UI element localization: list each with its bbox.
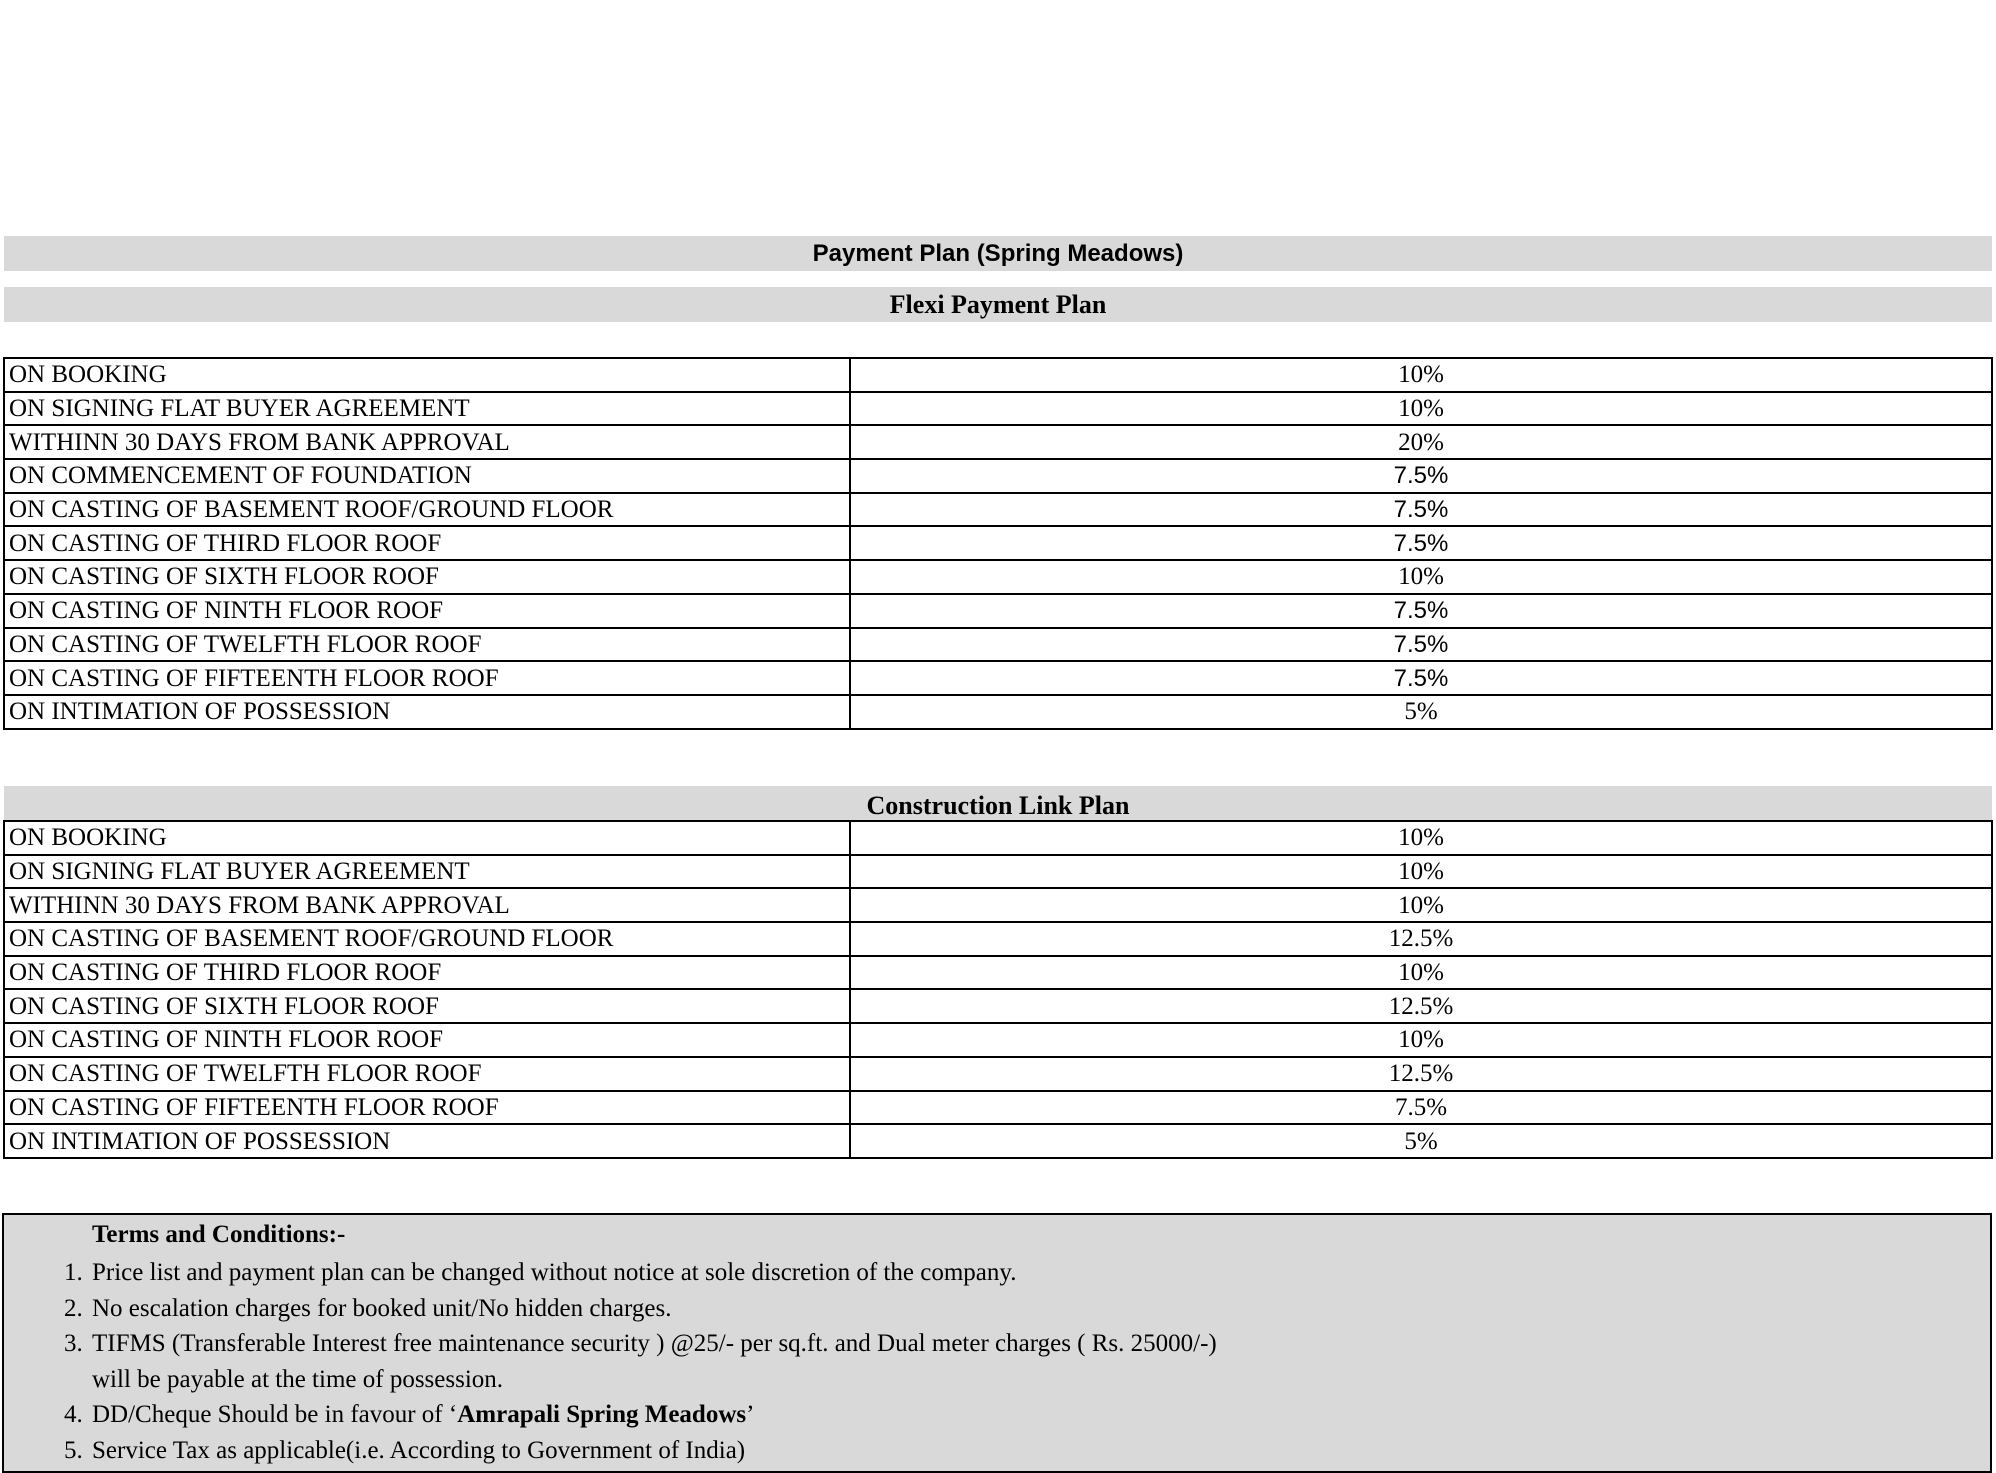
table-row	[4, 888, 1992, 922]
terms-item-text: Service Tax as applicable(i.e. According to Government of India)	[92, 1436, 746, 1464]
table-row	[4, 1091, 1992, 1125]
stage-label: ON INTIMATION OF POSSESSION	[4, 1124, 850, 1158]
percent-value: 10%	[850, 821, 1992, 855]
terms-item	[64, 1433, 1970, 1469]
stage-label: ON CASTING OF BASEMENT ROOF/GROUND FLOOR	[4, 922, 850, 956]
stage-label: ON CASTING OF BASEMENT ROOF/GROUND FLOOR	[4, 493, 850, 527]
percent-value: 10%	[850, 392, 1992, 426]
terms-item-number: 3.	[64, 1330, 83, 1357]
table-row	[4, 459, 1992, 493]
terms-item-text: ’	[746, 1401, 755, 1428]
terms-item	[64, 1397, 1970, 1433]
percent-value: 12.5%	[850, 922, 1992, 956]
construction-link-plan-table	[3, 820, 1993, 1159]
table-row	[4, 493, 1992, 527]
percent-value: 7.5%	[850, 1091, 1992, 1125]
percent-value: 7.5%	[850, 628, 1992, 662]
stage-label: ON CASTING OF FIFTEENTH FLOOR ROOF	[4, 1091, 850, 1125]
terms-item	[64, 1255, 1970, 1291]
terms-item-number: 1.	[64, 1259, 83, 1286]
stage-label: ON SIGNING FLAT BUYER AGREEMENT	[4, 855, 850, 889]
percent-value: 7.5%	[850, 526, 1992, 560]
stage-label: ON INTIMATION OF POSSESSION	[4, 695, 850, 729]
table-row	[4, 425, 1992, 459]
percent-value: 5%	[850, 1124, 1992, 1158]
percent-value: 10%	[850, 358, 1992, 392]
terms-item-text: DD/Cheque Should be in favour of ‘	[92, 1401, 458, 1428]
terms-item-number: 5.	[64, 1436, 83, 1464]
flexi-plan-table	[3, 357, 1993, 730]
construction-link-plan-title: Construction Link Plan	[4, 786, 1992, 821]
percent-value: 7.5%	[850, 493, 1992, 527]
table-row	[4, 628, 1992, 662]
table-row	[4, 358, 1992, 392]
table-row	[4, 956, 1992, 990]
terms-item-text: No escalation charges for booked unit/No hidden charges.	[92, 1294, 672, 1322]
percent-value: 5%	[850, 695, 1992, 729]
percent-value: 10%	[850, 560, 1992, 594]
table-row	[4, 855, 1992, 889]
table-row	[4, 922, 1992, 956]
stage-label: ON CASTING OF NINTH FLOOR ROOF	[4, 594, 850, 628]
terms-item-text: TIFMS (Transferable Interest free maintenance security ) @25/- per sq.ft. and Dual meter charges ( Rs. 25000/-) will be payable at the time of possession.	[92, 1330, 1217, 1393]
stage-label: ON CASTING OF SIXTH FLOOR ROOF	[4, 560, 850, 594]
percent-value: 10%	[850, 888, 1992, 922]
terms-item-text: Price list and payment plan can be changed without notice at sole discretion of the company.	[92, 1259, 1017, 1286]
stage-label: ON CASTING OF NINTH FLOOR ROOF	[4, 1023, 850, 1057]
table-row	[4, 1023, 1992, 1057]
terms-section	[2, 1213, 1992, 1473]
stage-label: ON COMMENCEMENT OF FOUNDATION	[4, 459, 850, 493]
percent-value: 10%	[850, 855, 1992, 889]
table-row	[4, 526, 1992, 560]
terms-list	[64, 1255, 1970, 1468]
stage-label: WITHINN 30 DAYS FROM BANK APPROVAL	[4, 425, 850, 459]
stage-label: WITHINN 30 DAYS FROM BANK APPROVAL	[4, 888, 850, 922]
stage-label: ON BOOKING	[4, 358, 850, 392]
table-row	[4, 1124, 1992, 1158]
percent-value: 7.5%	[850, 459, 1992, 493]
table-row	[4, 661, 1992, 695]
stage-label: ON CASTING OF TWELFTH FLOOR ROOF	[4, 628, 850, 662]
terms-item	[64, 1291, 1970, 1327]
stage-label: ON SIGNING FLAT BUYER AGREEMENT	[4, 392, 850, 426]
percent-value: 10%	[850, 956, 1992, 990]
percent-value: 12.5%	[850, 989, 1992, 1023]
stage-label: ON CASTING OF THIRD FLOOR ROOF	[4, 526, 850, 560]
table-row	[4, 392, 1992, 426]
terms-item	[64, 1326, 1970, 1397]
stage-label: ON CASTING OF FIFTEENTH FLOOR ROOF	[4, 661, 850, 695]
stage-label: ON BOOKING	[4, 821, 850, 855]
terms-heading: Terms and Conditions:-	[92, 1221, 346, 1248]
table-row	[4, 1057, 1992, 1091]
flexi-plan-title: Flexi Payment Plan	[4, 287, 1992, 322]
page-title: Payment Plan (Spring Meadows)	[4, 236, 1992, 271]
payee-name: Amrapali Spring Meadows	[457, 1401, 747, 1428]
percent-value: 12.5%	[850, 1057, 1992, 1091]
table-row	[4, 560, 1992, 594]
terms-item-number: 2.	[64, 1294, 83, 1322]
terms-item-number: 4.	[64, 1401, 83, 1428]
percent-value: 7.5%	[850, 661, 1992, 695]
percent-value: 7.5%	[850, 594, 1992, 628]
percent-value: 10%	[850, 1023, 1992, 1057]
table-row	[4, 989, 1992, 1023]
table-row	[4, 695, 1992, 729]
stage-label: ON CASTING OF SIXTH FLOOR ROOF	[4, 989, 850, 1023]
stage-label: ON CASTING OF THIRD FLOOR ROOF	[4, 956, 850, 990]
stage-label: ON CASTING OF TWELFTH FLOOR ROOF	[4, 1057, 850, 1091]
percent-value: 20%	[850, 425, 1992, 459]
table-row	[4, 594, 1992, 628]
table-row	[4, 821, 1992, 855]
